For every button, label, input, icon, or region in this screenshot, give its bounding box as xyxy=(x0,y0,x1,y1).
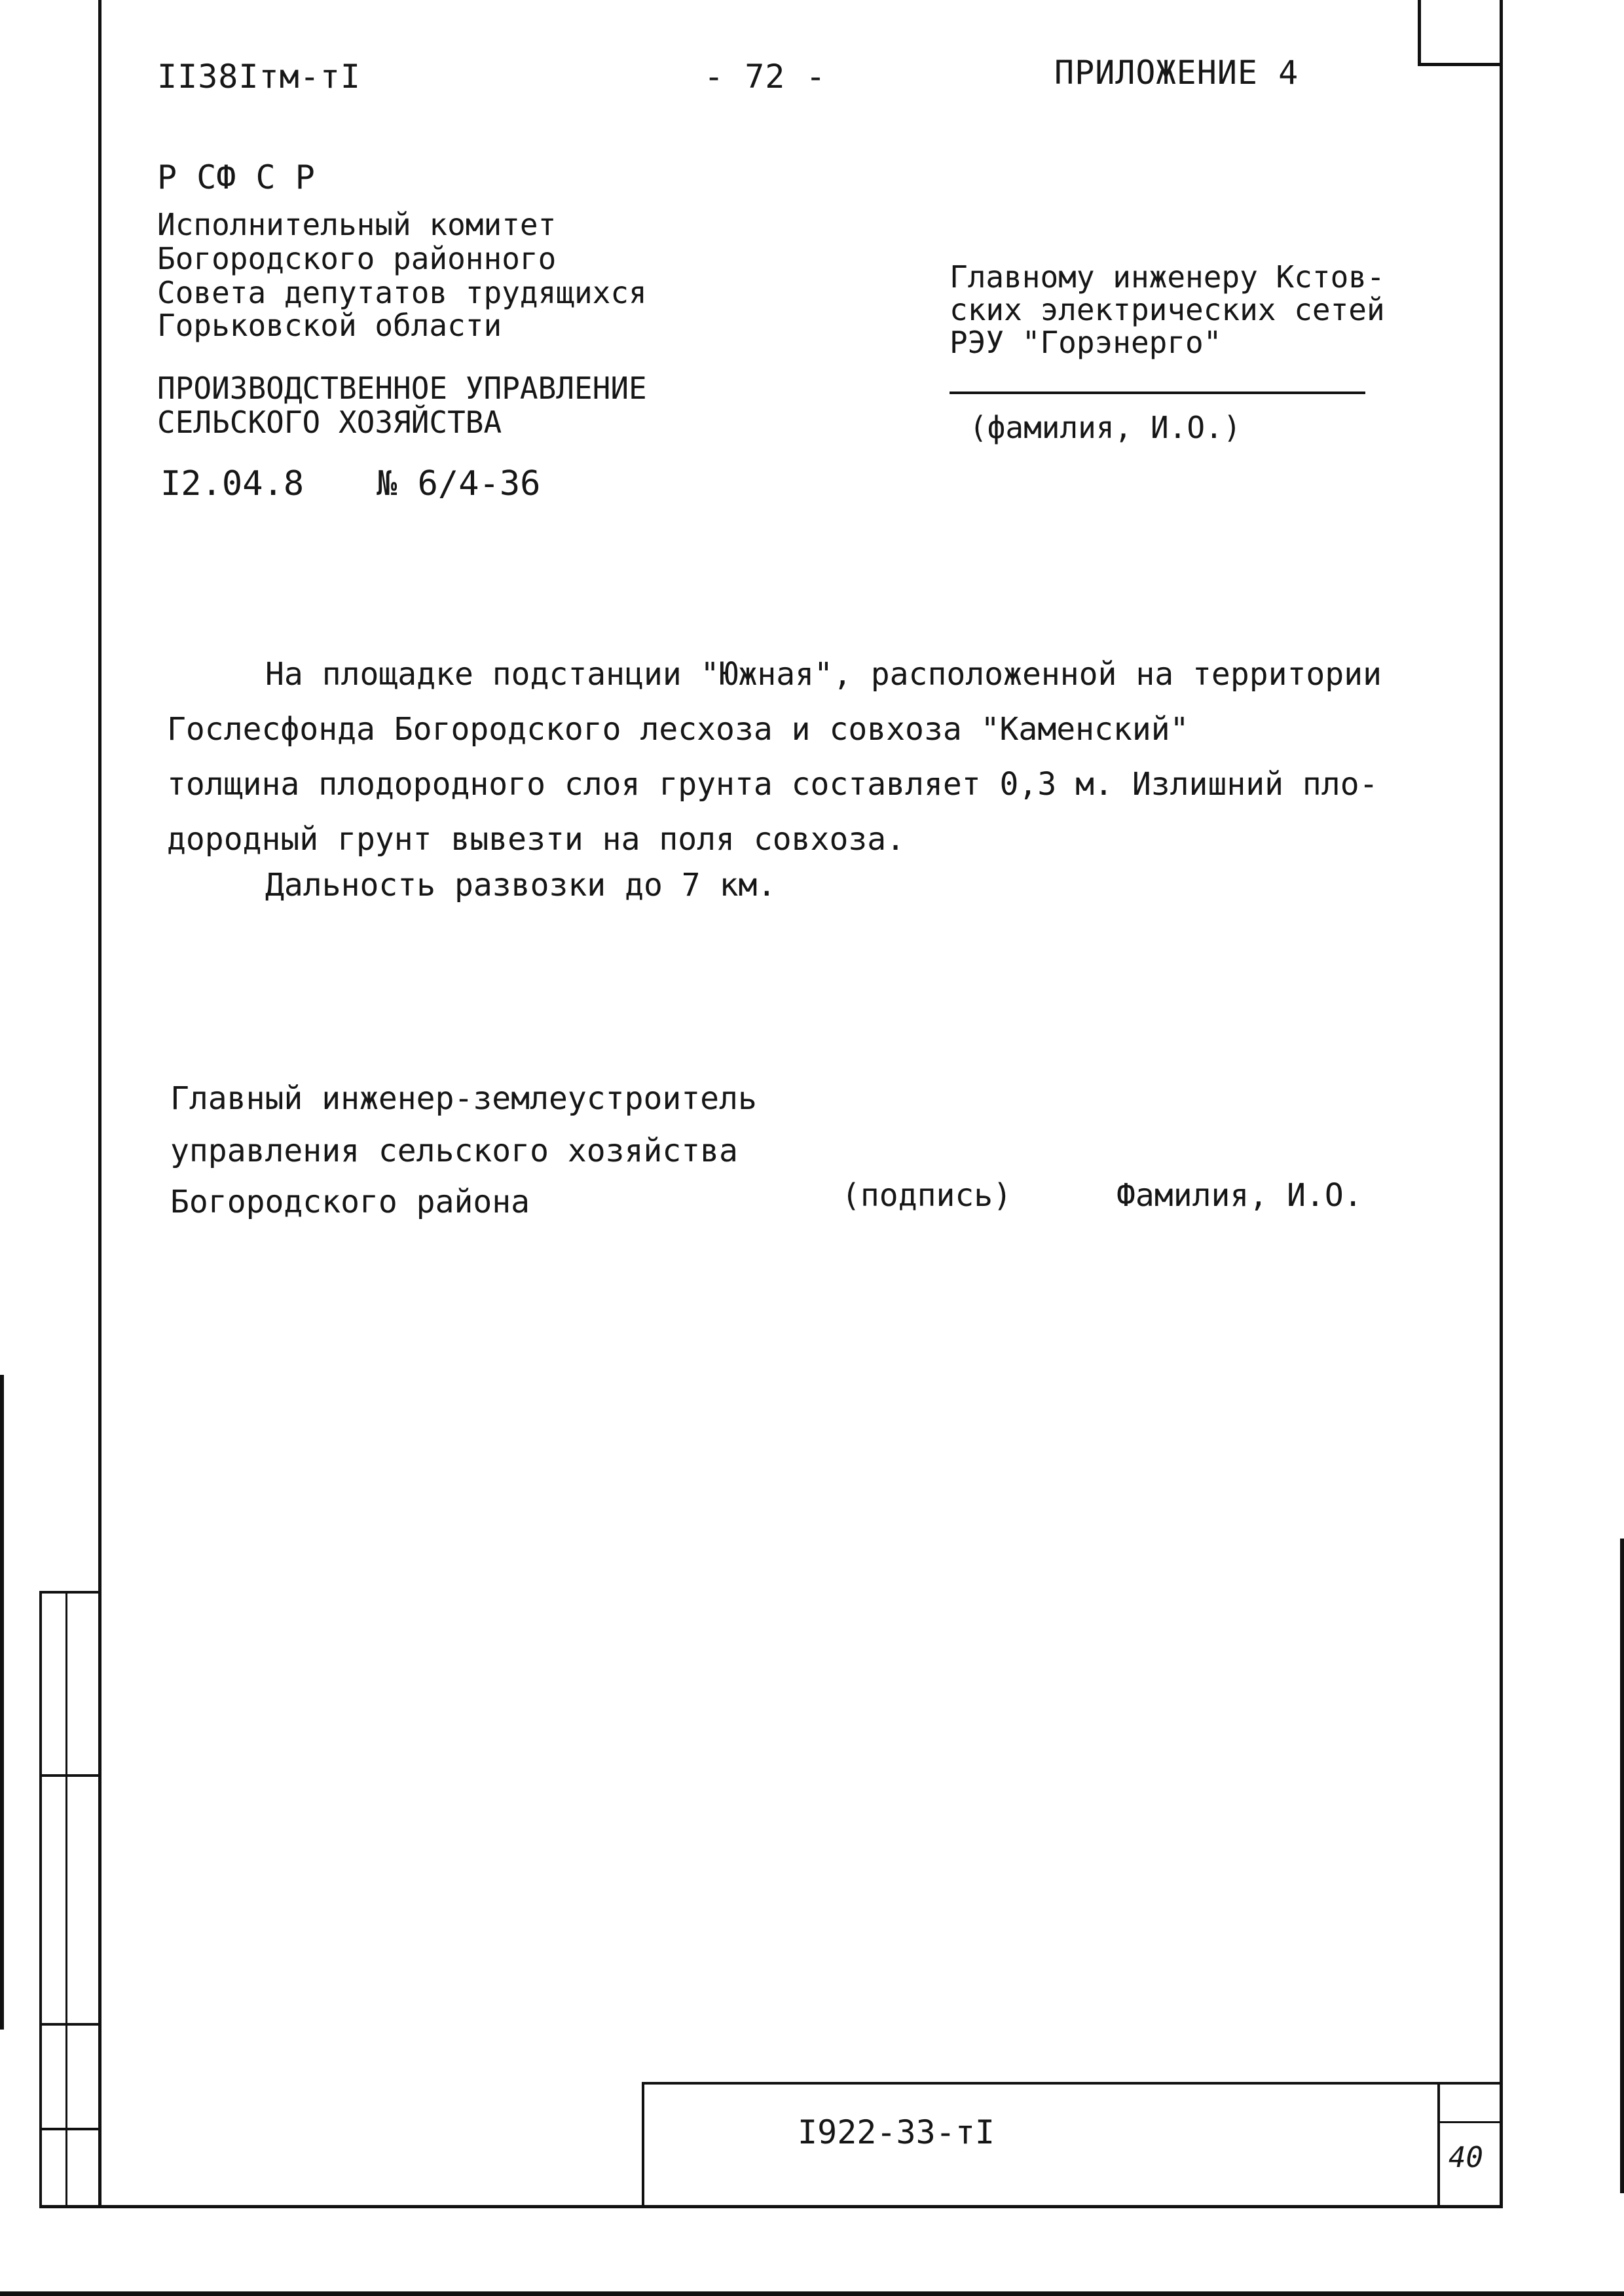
signer-title-line-3: Богородского района xyxy=(170,1184,530,1220)
sender-line-1: Исполнительный комитет xyxy=(157,207,557,242)
addressee-name-underline xyxy=(950,392,1365,394)
signer-title-line-2: управления сельского хозяйства xyxy=(170,1133,738,1169)
page-number: - 72 - xyxy=(704,58,826,96)
body-line-1: На площадке подстанции "Южная", расположенной на территории xyxy=(265,656,1382,693)
document-number: № 6/4-36 xyxy=(377,464,541,503)
body-line-4: дородный грунт вывезти на поля совхоза. xyxy=(167,821,906,858)
sender-line-4: Горьковской области xyxy=(157,308,502,343)
appendix-label: ПРИЛОЖЕНИЕ 4 xyxy=(1054,54,1299,92)
binding-strip-divider-1 xyxy=(39,1591,101,1594)
binding-strip-divider-2 xyxy=(39,1774,101,1777)
stamp-top-line xyxy=(642,2082,1503,2085)
stamp-sheet-divider xyxy=(1437,2082,1440,2206)
body-line-2: Гослесфонда Богородского лесхоза и совхоза "Каменский" xyxy=(167,711,1189,748)
scan-edge-right xyxy=(1620,1539,1624,2193)
binding-strip-inner-line xyxy=(65,1591,67,2206)
stamp-sheet-cell-line xyxy=(1437,2121,1503,2123)
frame-top-corner-vertical xyxy=(1418,0,1421,65)
scan-edge-bottom xyxy=(0,2291,1624,2296)
sender-line-2: Богородского районного xyxy=(157,241,557,276)
sender-line-3: Совета депутатов трудящихся xyxy=(157,275,647,310)
stamp-sheet-number: 40 xyxy=(1449,2141,1483,2174)
scan-edge-left xyxy=(0,1375,4,2030)
addressee-line-2: ских электрических сетей xyxy=(950,292,1385,327)
body-line-5: Дальность развозки до 7 км. xyxy=(265,867,777,903)
body-line-3: толщина плодородного слоя грунта составляет 0,3 м. Излишний пло- xyxy=(167,766,1378,803)
frame-bottom-border xyxy=(39,2205,1503,2208)
binding-strip-divider-3 xyxy=(39,2023,101,2026)
stamp-left-line xyxy=(642,2082,644,2206)
republic-label: Р СФ С Р xyxy=(157,158,315,196)
department-line-1: ПРОИЗВОДСТВЕННОЕ УПРАВЛЕНИЕ xyxy=(157,371,647,406)
frame-right-border xyxy=(1500,0,1503,2208)
binding-strip-left-line xyxy=(39,1591,42,2206)
signer-name-placeholder: Фамилия, И.О. xyxy=(1116,1177,1363,1214)
signature-placeholder: (подпись) xyxy=(841,1177,1012,1214)
document-code: II38Iтм-тI xyxy=(157,58,361,96)
binding-strip-divider-4 xyxy=(39,2128,101,2130)
department-line-2: СЕЛЬСКОГО ХОЗЯЙСТВА xyxy=(157,405,502,440)
stamp-document-code: I922-33-тI xyxy=(798,2113,995,2151)
addressee-line-3: РЭУ "Горэнерго" xyxy=(950,325,1222,360)
addressee-name-hint: (фамилия, И.О.) xyxy=(969,410,1242,445)
signer-title-line-1: Главный инженер-землеустроитель xyxy=(170,1080,757,1117)
addressee-line-1: Главному инженеру Кстов- xyxy=(950,259,1385,295)
document-date: I2.04.8 xyxy=(160,464,304,503)
frame-top-corner-horizontal xyxy=(1418,63,1502,66)
frame-left-border xyxy=(98,0,101,2208)
